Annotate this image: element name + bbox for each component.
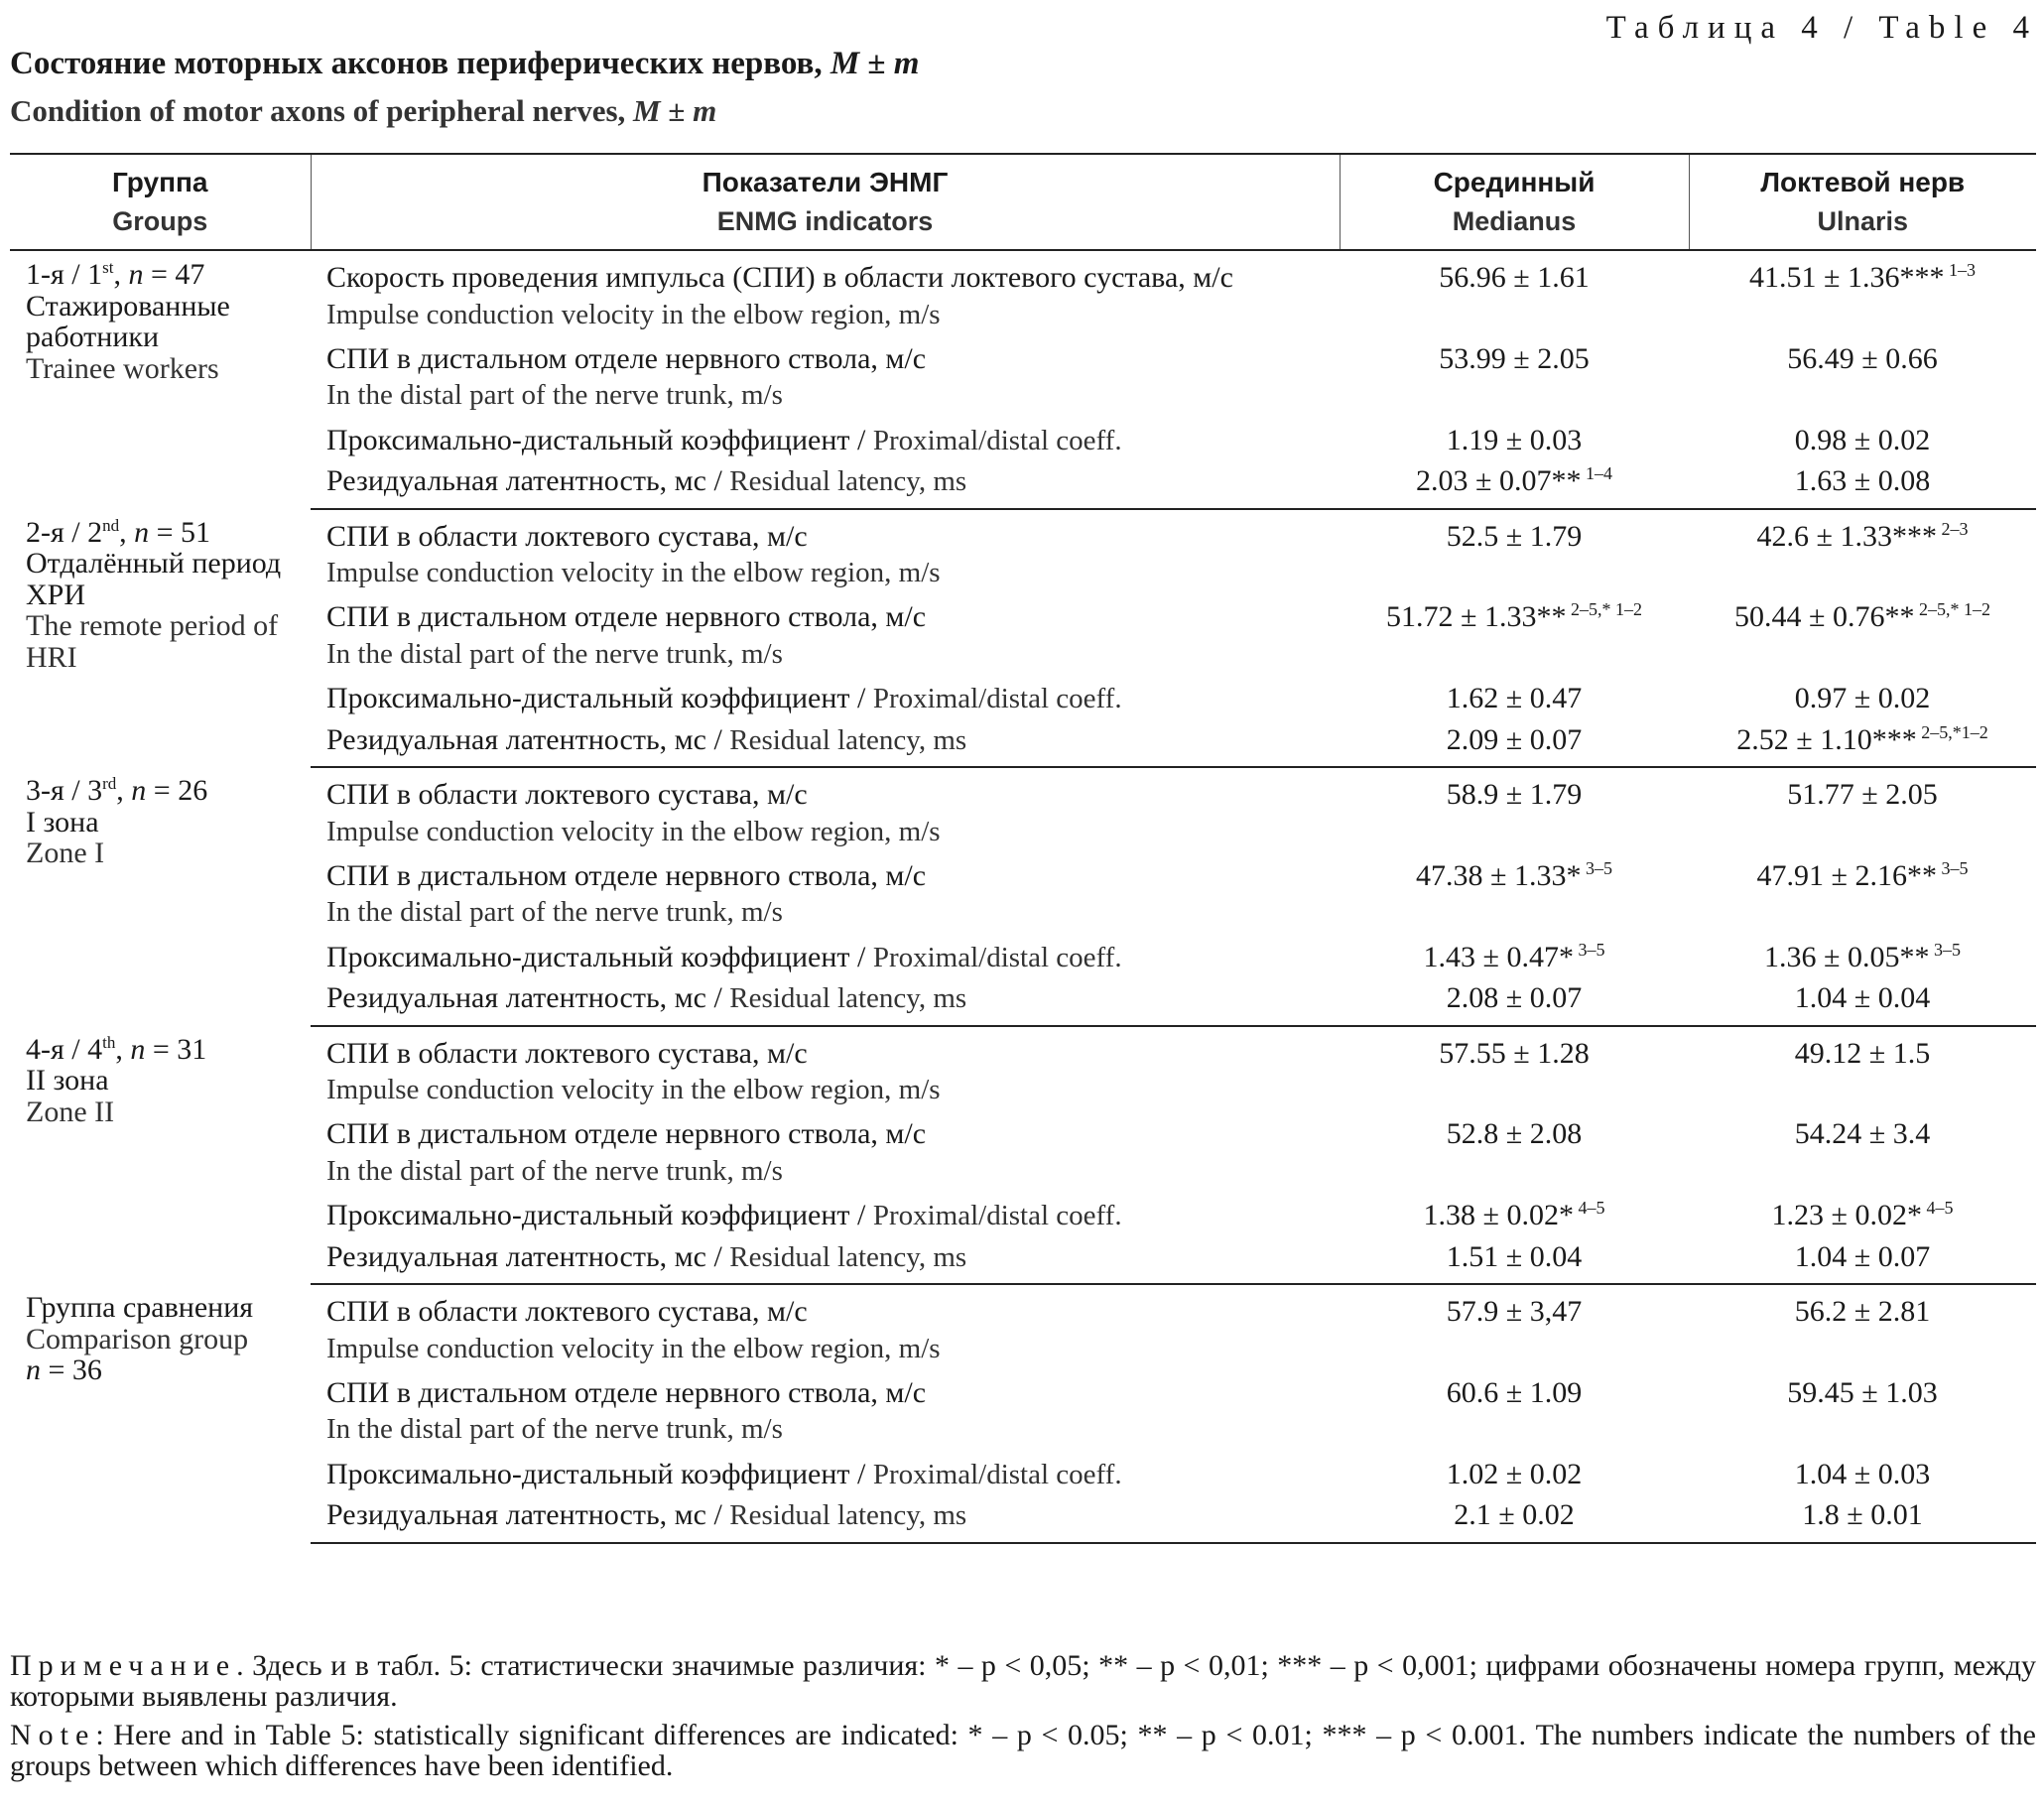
- table-row: [10, 332, 2036, 414]
- indicator-line: [326, 939, 1340, 976]
- indicator-en: Proximal/distal coeff.: [872, 424, 1122, 456]
- group-line-en: Trainee workers: [26, 351, 219, 385]
- ulnaris-value: 59.45 ± 1.03: [1787, 1375, 1938, 1409]
- note-ru-label: Примечание: [10, 1649, 237, 1682]
- indicator-ru: Проксимально-дистальный коэффициент /: [326, 423, 873, 456]
- indicator-line: [326, 422, 1340, 459]
- indicator-en: Proximal/distal coeff.: [872, 1458, 1122, 1490]
- medianus-value: 53.99 ± 2.05: [1439, 341, 1590, 375]
- medianus-value: 52.5 ± 1.79: [1446, 519, 1583, 553]
- indicator-ru: Проксимально-дистальный коэффициент /: [326, 1457, 873, 1490]
- indicator-en: Proximal/distal coeff.: [872, 683, 1122, 714]
- table-label: Таблица 4 / Table 4: [1605, 10, 2038, 46]
- significance-note: 1–3: [1944, 260, 1976, 280]
- group-line-en: The remote period of HRI: [26, 609, 279, 674]
- medianus-value: 1.38 ± 0.02* $^{4-5}$: [1423, 1198, 1605, 1231]
- table-row: [10, 767, 2036, 849]
- indicator-cell: [311, 1107, 1340, 1189]
- indicator-ru: Проксимально-дистальный коэффициент /: [326, 682, 873, 714]
- indicator-line: [326, 1238, 1340, 1276]
- medianus-value: 57.9 ± 3,47: [1446, 1295, 1583, 1328]
- ulnaris-value: 2.52 ± 1.10*** $^{2-5,*1-2}$: [1689, 717, 2036, 768]
- medianus-value: 2.09 ± 0.07: [1340, 717, 1689, 768]
- ulnaris-value: 42.6 ± 1.33*** $^{2-3}$: [1756, 518, 1969, 553]
- indicator-ru: Проксимально-дистальный коэффициент /: [326, 1199, 873, 1231]
- medianus-value: 60.6 ± 1.09: [1446, 1375, 1583, 1409]
- indicator-line: [326, 462, 1340, 500]
- indicator-line: [326, 1197, 1340, 1234]
- indicator-ru: СПИ в дистальном отделе нервного ствола, м/с: [326, 858, 927, 892]
- table-row: [10, 717, 2036, 768]
- indicator-en: Impulse conduction velocity in the elbow region, m/s: [326, 1074, 941, 1105]
- indicator-en: In the distal part of the nerve trunk, m/s: [326, 379, 783, 412]
- indicator-cell: [311, 931, 1340, 976]
- medianus-value: 2.08 ± 0.07: [1340, 975, 1689, 1026]
- table-row: [10, 672, 2036, 717]
- medianus-value: 52.8 ± 2.08: [1446, 1117, 1583, 1151]
- group-cell: [10, 509, 311, 768]
- enmg-table: [10, 153, 2036, 1544]
- group-cell: [10, 1026, 311, 1285]
- table-row: [10, 1107, 2036, 1189]
- medianus-value: 58.9 ± 1.79: [1446, 778, 1583, 811]
- significance-note: 3–5: [1581, 857, 1612, 878]
- significance-note: 3–5: [1573, 939, 1605, 960]
- table-row: [10, 590, 2036, 672]
- indicator-cell: [311, 250, 1340, 332]
- ulnaris-value: 54.24 ± 3.4: [1794, 1117, 1931, 1151]
- indicator-ru: Резидуальная латентность, мс /: [326, 1239, 730, 1273]
- indicator-line: [326, 1456, 1340, 1493]
- table-notes: [10, 1651, 2036, 1790]
- indicator-ru: СПИ в области локтевого сустава, м/с: [326, 519, 808, 553]
- indicator-cell: [311, 590, 1340, 672]
- ulnaris-value: 56.49 ± 0.66: [1787, 341, 1938, 375]
- indicator-cell: [311, 767, 1340, 849]
- table-row: [10, 975, 2036, 1026]
- indicator-ru: Резидуальная латентность, мс /: [326, 981, 730, 1014]
- indicator-ru: СПИ в области локтевого сустава, м/с: [326, 1036, 808, 1070]
- indicator-cell: [311, 414, 1340, 459]
- indicator-cell: [311, 1189, 1340, 1234]
- indicator-cell: [311, 332, 1340, 414]
- table-row: [10, 1366, 2036, 1448]
- table-row: [10, 1234, 2036, 1285]
- table-title-en: [10, 93, 716, 129]
- ulnaris-value: 50.44 ± 0.76** $^{2-5,* 1-2}$: [1734, 599, 1990, 634]
- group-line-1: 3-я / 3rd, n = 26: [26, 774, 208, 807]
- group-line-1: Группа сравнения: [26, 1291, 254, 1324]
- indicator-en: In the distal part of the nerve trunk, m/s: [326, 1413, 783, 1446]
- indicator-en: Impulse conduction velocity in the elbow region, m/s: [326, 557, 941, 588]
- indicator-en: Residual latency, ms: [729, 982, 967, 1014]
- table-title-ru: [10, 46, 919, 82]
- indicator-en: Impulse conduction velocity in the elbow region, m/s: [326, 1332, 941, 1364]
- group-line-1: 2-я / 2nd, n = 51: [26, 515, 211, 549]
- significance-note: 2–5,*1–2: [1916, 721, 1988, 742]
- medianus-value: 47.38 ± 1.33* $^{3-5}$: [1416, 857, 1612, 892]
- significance-note: 3–5: [1936, 857, 1969, 878]
- indicator-ru: Проксимально-дистальный коэффициент /: [326, 940, 873, 973]
- indicator-line: [326, 1496, 1340, 1534]
- ulnaris-value: 1.63 ± 0.08: [1689, 458, 2036, 509]
- header-group: Группа Groups: [10, 154, 311, 250]
- medianus-value: 57.55 ± 1.28: [1439, 1036, 1590, 1070]
- title-ru-stat: M ± m: [830, 46, 920, 81]
- ulnaris-value: 1.8 ± 0.01: [1689, 1492, 2036, 1543]
- ulnaris-value: 1.04 ± 0.04: [1689, 975, 2036, 1026]
- ulnaris-value: 1.23 ± 0.02* $^{4-5}$: [1771, 1198, 1954, 1231]
- group-line-en: Comparison group: [26, 1322, 249, 1355]
- indicator-cell: [311, 717, 1340, 768]
- significance-note: 4–5: [1573, 1198, 1605, 1218]
- medianus-value: 2.1 ± 0.02: [1340, 1492, 1689, 1543]
- indicator-cell: [311, 509, 1340, 591]
- ulnaris-value: 56.2 ± 2.81: [1794, 1295, 1931, 1328]
- indicator-ru: СПИ в дистальном отделе нервного ствола, м/с: [326, 1117, 927, 1151]
- indicator-en: In the distal part of the nerve trunk, m/s: [326, 896, 783, 929]
- group-line-2: Стажированные работники: [26, 289, 230, 353]
- medianus-value: 1.62 ± 0.47: [1446, 682, 1583, 714]
- table-row: [10, 1026, 2036, 1108]
- indicator-cell: [311, 849, 1340, 931]
- indicator-en: Residual latency, ms: [729, 465, 967, 497]
- indicator-line: [326, 979, 1340, 1017]
- group-line-1: 1-я / 1st, n = 47: [26, 258, 205, 291]
- significance-note: 1–4: [1581, 463, 1612, 483]
- indicator-cell: [311, 1492, 1340, 1543]
- indicator-cell: [311, 1234, 1340, 1285]
- indicator-ru: Резидуальная латентность, мс /: [326, 722, 730, 756]
- note-en-text: : Here and in Table 5: statistically significant differences are indicated: * – р < 0.05; ** – р < 0.01; *** – р < 0.001. The numbers indicate the numbers of the groups between which differences have been identified.: [10, 1718, 2036, 1782]
- indicator-cell: [311, 1448, 1340, 1493]
- indicator-ru: СПИ в дистальном отделе нервного ствола, м/с: [326, 1375, 927, 1409]
- medianus-value: 1.51 ± 0.04: [1340, 1234, 1689, 1285]
- indicator-cell: [311, 1366, 1340, 1448]
- indicator-cell: [311, 1026, 1340, 1108]
- indicator-ru: Резидуальная латентность, мс /: [326, 464, 730, 497]
- significance-note: 2–5,* 1–2: [1914, 599, 1990, 620]
- group-line-en: Zone I: [26, 837, 105, 869]
- ulnaris-value: 49.12 ± 1.5: [1794, 1036, 1931, 1070]
- table-header: [10, 154, 2036, 250]
- medianus-value: 1.02 ± 0.02: [1446, 1457, 1583, 1490]
- medianus-value: 1.43 ± 0.47* $^{3-5}$: [1423, 939, 1605, 973]
- title-en-text: Condition of motor axons of peripheral nerves,: [10, 93, 626, 128]
- ulnaris-value: 1.36 ± 0.05** $^{3-5}$: [1764, 939, 1961, 973]
- header-indicators: Показатели ЭНМГ ENMG indicators: [311, 154, 1340, 250]
- ulnaris-value: 51.77 ± 2.05: [1787, 778, 1938, 811]
- group-cell: [10, 250, 311, 509]
- medianus-value: 2.03 ± 0.07** $^{1-4}$: [1340, 458, 1689, 509]
- significance-note: 4–5: [1921, 1198, 1954, 1218]
- group-line-n: n = 36: [26, 1354, 102, 1386]
- group-line-2: II зона: [26, 1064, 109, 1096]
- ulnaris-value: 41.51 ± 1.36*** $^{1-3}$: [1749, 260, 1976, 294]
- group-cell: [10, 767, 311, 1026]
- significance-note: 2–3: [1936, 518, 1969, 539]
- indicator-en: Proximal/distal coeff.: [872, 941, 1122, 973]
- table-row: [10, 849, 2036, 931]
- header-ulnaris: Локтевой нерв Ulnaris: [1689, 154, 2036, 250]
- indicator-en: Impulse conduction velocity in the elbow region, m/s: [326, 298, 941, 330]
- indicator-line: [326, 721, 1340, 759]
- ulnaris-value: 47.91 ± 2.16** $^{3-5}$: [1756, 857, 1969, 892]
- indicator-cell: [311, 458, 1340, 509]
- indicator-cell: [311, 975, 1340, 1026]
- ulnaris-value: 0.98 ± 0.02: [1794, 423, 1931, 456]
- significance-note: 3–5: [1929, 939, 1961, 960]
- table-body: [10, 250, 2036, 1543]
- table-row: [10, 414, 2036, 459]
- group-cell: [10, 1284, 311, 1543]
- title-ru-text: Состояние моторных аксонов периферических нервов,: [10, 46, 823, 81]
- indicator-cell: [311, 1284, 1340, 1366]
- indicator-ru: Скорость проведения импульса (СПИ) в области локтевого сустава, м/с: [326, 261, 1233, 294]
- group-line-en: Zone II: [26, 1095, 115, 1128]
- indicator-ru: СПИ в дистальном отделе нервного ствола, м/с: [326, 341, 927, 375]
- ulnaris-value: 1.04 ± 0.07: [1689, 1234, 2036, 1285]
- indicator-en: In the distal part of the nerve trunk, m/s: [326, 637, 783, 670]
- ulnaris-value: 0.97 ± 0.02: [1794, 682, 1931, 714]
- title-en-stat: M ± m: [633, 93, 717, 128]
- medianus-value: 56.96 ± 1.61: [1439, 261, 1590, 294]
- indicator-cell: [311, 672, 1340, 717]
- note-ru-text: . Здесь и в табл. 5: статистически значимые различия: * – р < 0,05; ** – р < 0,01; *** – р < 0,001; цифрами обозначены номера групп, между которыми выявлены различия.: [10, 1649, 2036, 1713]
- table-row: [10, 931, 2036, 976]
- significance-note: 2–5,* 1–2: [1566, 599, 1642, 620]
- indicator-en: Residual latency, ms: [729, 1499, 967, 1531]
- indicator-ru: СПИ в области локтевого сустава, м/с: [326, 778, 808, 811]
- group-line-1: 4-я / 4th, n = 31: [26, 1032, 207, 1066]
- group-line-2: I зона: [26, 805, 99, 838]
- indicator-ru: Резидуальная латентность, мс /: [326, 1498, 730, 1531]
- note-ru: [10, 1651, 2036, 1713]
- header-medianus: Срединный Medianus: [1340, 154, 1689, 250]
- indicator-en: Residual latency, ms: [729, 723, 967, 756]
- ulnaris-value: 1.04 ± 0.03: [1794, 1457, 1931, 1490]
- note-en-label: Note: [10, 1718, 96, 1751]
- indicator-en: Proximal/distal coeff.: [872, 1200, 1122, 1231]
- table-row: [10, 1189, 2036, 1234]
- medianus-value: 51.72 ± 1.33** $^{2-5,* 1-2}$: [1386, 599, 1642, 634]
- indicator-en: Impulse conduction velocity in the elbow region, m/s: [326, 815, 941, 847]
- indicator-line: [326, 680, 1340, 717]
- indicator-en: In the distal part of the nerve trunk, m/s: [326, 1154, 783, 1187]
- indicator-en: Residual latency, ms: [729, 1240, 967, 1273]
- table-row: [10, 458, 2036, 509]
- indicator-ru: СПИ в области локтевого сустава, м/с: [326, 1295, 808, 1328]
- note-en: [10, 1718, 2036, 1782]
- group-line-2: Отдалённый период ХРИ: [26, 547, 282, 611]
- indicator-ru: СПИ в дистальном отделе нервного ствола, м/с: [326, 600, 927, 634]
- table-row: [10, 1492, 2036, 1543]
- table-row: [10, 250, 2036, 332]
- table-row: [10, 1448, 2036, 1493]
- table-row: [10, 1284, 2036, 1366]
- table-row: [10, 509, 2036, 591]
- medianus-value: 1.19 ± 0.03: [1446, 423, 1583, 456]
